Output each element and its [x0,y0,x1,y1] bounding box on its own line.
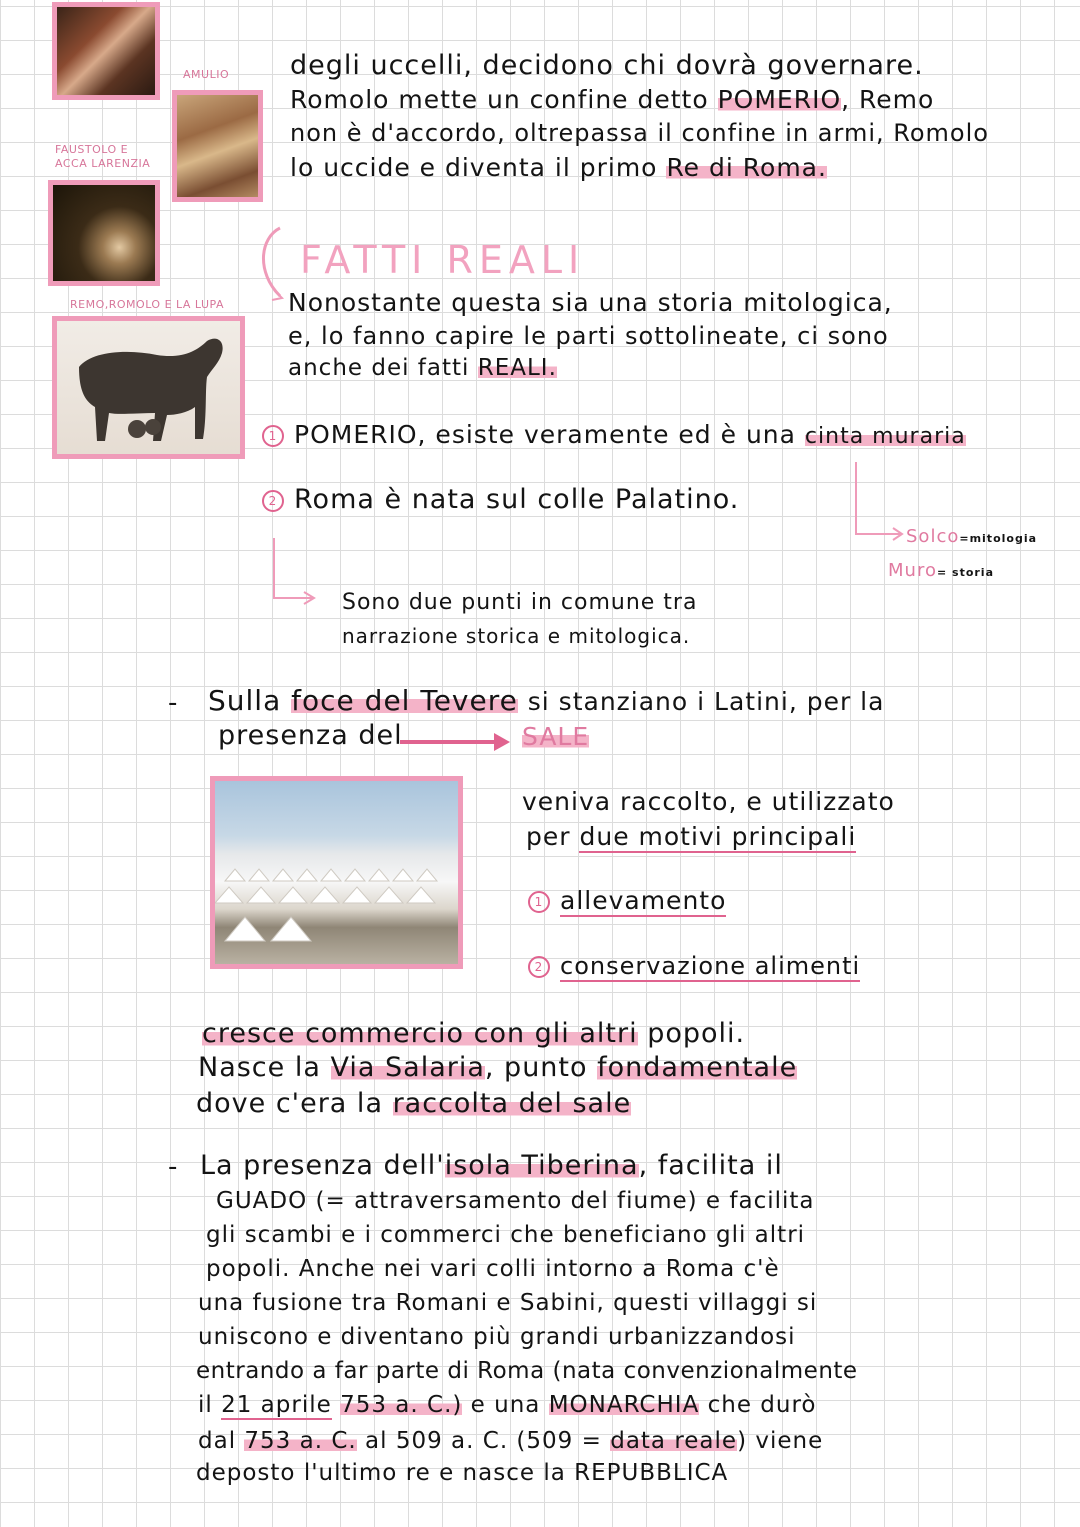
commercio-line-2-c: , punto [484,1052,588,1083]
side-arrow-icon [848,460,908,544]
salt-pans-image [210,776,463,969]
intro-line-2-c: , Remo [841,85,935,114]
romulus-painting-image [52,2,160,100]
isola-line-10-a: deposto [196,1460,296,1486]
solco-label: Solco [906,526,960,547]
muro-label: Muro [888,560,937,581]
dal-753-highlight: 753 a. C. [244,1428,357,1454]
common-line-1: Sono due punti in comune tra [342,590,698,615]
sale-right-2-a: per [526,822,571,851]
isola-line-8-a: il [198,1392,213,1418]
commercio-line-1-b: popoli. [637,1018,746,1049]
common-arrow-icon [264,536,324,608]
intro-line-4 [290,153,827,182]
cinta-muraria-highlight: cinta muraria [804,424,966,449]
common-line-2: narrazione storica e mitologica. [342,624,691,648]
sale-right-2 [526,822,856,851]
isola-line-9-c: al 509 a. C. (509 = [365,1428,602,1454]
faustolo-painting-image [48,180,160,286]
fatti-line-2: e, lo fanno capire le parti sottolineate, ci sono [288,322,889,350]
commercio-line-2-a: Nasce la [198,1052,321,1083]
amulio-painting-image [172,90,263,202]
salt-mounds-illustration [215,781,458,964]
re-di-roma-highlight: Re di Roma. [666,153,827,182]
intro-line-2-a: Romolo mette un confine detto [290,85,709,114]
commercio-line-3-a: dove c'era la [196,1088,383,1119]
isola-line-1-a: La presenza dell' [200,1150,445,1181]
isola-line-5: una fusione tra Romani e Sabini, questi villaggi si [198,1290,818,1316]
use-number-1-icon: 1 [528,891,550,913]
reali-highlight: REALI. [477,355,557,381]
lupa-statue-image [52,316,245,459]
fact-item-2-text: Roma è nata sul colle Palatino. [294,484,740,515]
intro-line-4-a: lo uccide e diventa il primo [290,153,658,182]
due-motivi-underline: due motivi principali [579,822,857,851]
muro-note [888,560,994,581]
sale-use-2 [528,952,860,980]
fondamentale-highlight: fondamentale [597,1052,798,1083]
conservazione-text: conservazione alimenti [560,952,861,980]
cresce-commercio-highlight: cresce commercio con gli altri [202,1018,638,1049]
commercio-line-3 [196,1088,631,1119]
fatti-line-3 [288,355,557,381]
sale-use-1 [528,886,726,915]
anno-753-highlight: 753 a. C.) [340,1392,463,1418]
isola-line-9-a: dal [198,1428,237,1454]
intro-line-2 [290,85,934,114]
sale-line-1-a: Sulla [208,684,282,717]
raccolta-sale-highlight: raccolta del sale [392,1088,632,1119]
isola-dash: - [168,1152,179,1182]
isola-line-7: entrando a far parte di Roma (nata convenzionalmente [196,1358,858,1384]
commercio-line-2 [198,1052,797,1083]
pomerio-highlight: POMERIO [717,85,842,114]
sale-line-1-c: si stanziano i Latini, per la [527,687,885,716]
sale-dash: - [168,688,179,718]
isola-line-9-e: ) viene [737,1428,824,1454]
fact-item-1-text: POMERIO, esiste veramente ed è una [294,420,796,449]
ventuno-aprile-underline: 21 aprile [221,1392,332,1418]
solco-value: =mitologia [959,532,1038,545]
isola-line-9 [198,1428,823,1454]
fact-item-2 [262,484,739,515]
sale-word: SALE [522,722,590,751]
sale-right-1: veniva raccolto, e utilizzato [522,787,895,816]
intro-line-1: degli uccelli, decidono chi dovrà governare. [290,50,924,81]
faustolo-caption-line1: FAUSTOLO E [55,143,129,156]
isola-line-1 [200,1150,783,1181]
amulio-caption: AMULIO [183,68,230,81]
sale-line-1 [208,684,884,717]
solco-note [906,526,1037,547]
monarchia-highlight: MONARCHIA [548,1392,700,1418]
sale-arrow-icon [398,730,514,754]
isola-line-10 [196,1460,728,1486]
isola-line-4: popoli. Anche nei vari colli intorno a Roma c'è [206,1256,780,1282]
use-number-2-icon: 2 [528,956,550,978]
foce-tevere-highlight: foce del Tevere [291,684,518,717]
intro-line-3: non è d'accordo, oltrepassa il confine in armi, Romolo [290,119,989,147]
sale-line-2: presenza del [218,720,403,751]
commercio-line-1 [202,1018,745,1049]
isola-line-8-f: che durò [707,1392,817,1418]
isola-line-8-d: e una [470,1392,541,1418]
isola-line-1-c: , facilita il [638,1150,783,1181]
she-wolf-illustration [57,321,240,454]
faustolo-caption-line2: ACCA LARENZIA [55,157,151,170]
number-1-icon: 1 [262,425,284,447]
lupa-caption: REMO,ROMOLO E LA LUPA [70,298,225,311]
isola-line-3: gli scambi e i commerci che beneficiano gli altri [206,1222,806,1248]
fatti-line-1: Nonostante questa sia una storia mitologica, [288,288,893,317]
data-reale-highlight: data reale [610,1428,738,1454]
muro-value: = storia [936,566,994,579]
number-2-icon: 2 [262,490,284,512]
fact-item-1 [262,420,966,449]
fatti-reali-title: FATTI REALI [300,238,586,282]
fatti-line-3-a: anche dei fatti [288,355,470,381]
isola-line-8 [198,1392,817,1418]
isola-line-6: uniscono e diventano più grandi urbanizzandosi [198,1324,796,1350]
via-salaria-highlight: Via Salaria [330,1052,485,1083]
isola-line-2: GUADO (= attraversamento del fiume) e facilita [216,1188,815,1214]
allevamento-text: allevamento [560,886,727,915]
isola-line-10-b: l'ultimo re e nasce la REPUBBLICA [303,1460,729,1486]
isola-tiberina-highlight: isola Tiberina [444,1150,639,1181]
